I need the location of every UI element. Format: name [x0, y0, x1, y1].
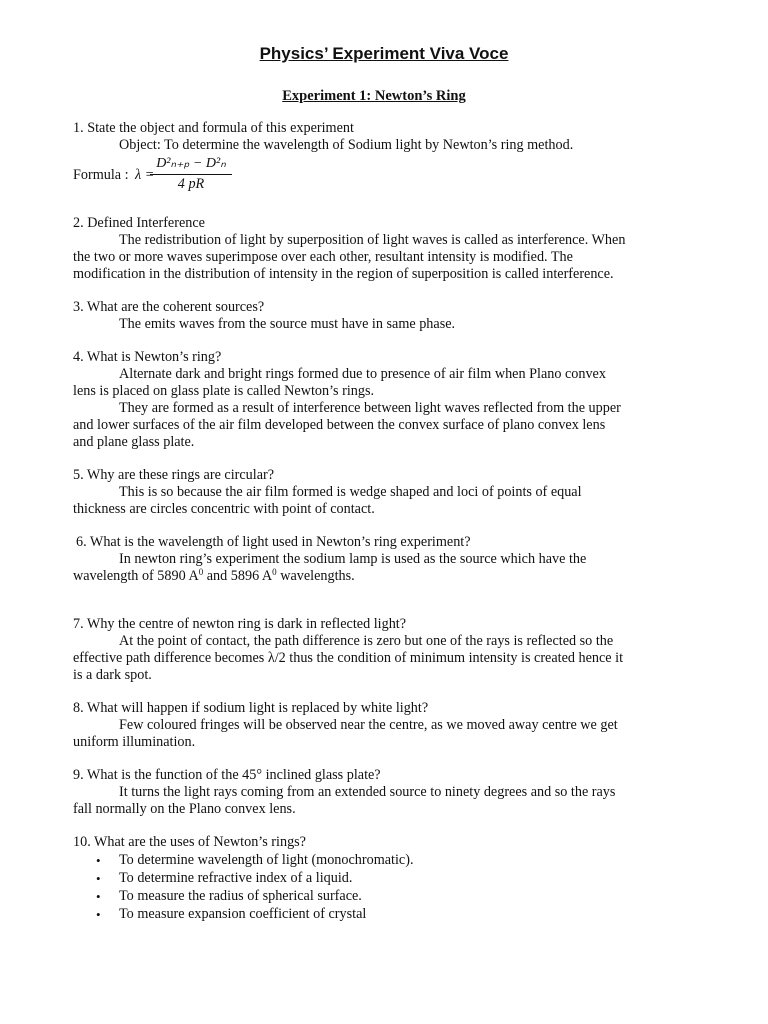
list-item: To determine wavelength of light (monochromatic).: [119, 852, 414, 868]
answer-7-line: is a dark spot.: [73, 667, 152, 683]
answer-4-line: Alternate dark and bright rings formed due to presence of air film when Plano convex: [119, 366, 606, 382]
answer-2-line: modification in the distribution of intensity in the region of superposition is called interference.: [73, 266, 614, 282]
question-1: 1. State the object and formula of this experiment: [73, 120, 354, 136]
bullet-icon: •: [96, 871, 101, 886]
question-7: 7. Why the centre of newton ring is dark in reflected light?: [73, 616, 407, 632]
answer-6-line: In newton ring’s experiment the sodium lamp is used as the source which have the: [119, 551, 587, 567]
answer-4-line: and plane glass plate.: [73, 434, 195, 450]
answer-2-line: The redistribution of light by superposition of light waves is called as interference. When: [119, 232, 626, 248]
question-10: 10. What are the uses of Newton’s rings?: [73, 834, 306, 850]
answer-4-line: lens is placed on glass plate is called Newton’s rings.: [73, 383, 375, 399]
answer-6-text: wavelengths.: [276, 568, 355, 584]
question-2: 2. Defined Interference: [73, 215, 205, 231]
experiment-heading: Experiment 1: Newton’s Ring: [282, 88, 466, 104]
answer-4-line: They are formed as a result of interference between light waves reflected from the upper: [119, 400, 621, 416]
answer-5-line: thickness are circles concentric with point of contact.: [73, 501, 375, 517]
superscript-zero: 0: [272, 567, 277, 577]
answer-8-line: Few coloured fringes will be observed near the centre, as we moved away centre we get: [119, 717, 618, 733]
answer-7-line: effective path difference becomes λ/2 thus the condition of minimum intensity is created hence it: [73, 650, 624, 666]
question-4: 4. What is Newton’s ring?: [73, 349, 222, 365]
answer-1-object: Object: To determine the wavelength of Sodium light by Newton’s ring method.: [119, 137, 574, 153]
formula-numerator: D²ₙ₊ₚ − D²ₙ: [150, 155, 232, 175]
formula-denominator: 4 pR: [177, 176, 205, 192]
answer-6-text: wavelength of 5890 A: [73, 568, 199, 584]
answer-6-line-wavelengths: [73, 568, 355, 585]
superscript-zero: 0: [198, 567, 204, 577]
answer-5-line: This is so because the air film formed is wedge shaped and loci of points of equal: [119, 484, 582, 500]
answer-3-line: The emits waves from the source must have in same phase.: [119, 316, 456, 332]
question-8: 8. What will happen if sodium light is replaced by white light?: [73, 700, 429, 716]
answer-7-line: At the point of contact, the path difference is zero but one of the rays is reflected so the: [119, 633, 614, 649]
list-item: To determine refractive index of a liquid.: [119, 870, 353, 886]
bullet-icon: •: [96, 907, 101, 922]
formula-lambda: λ =: [135, 167, 155, 183]
question-9: 9. What is the function of the 45° inclined glass plate?: [73, 767, 381, 783]
list-item: To measure the radius of spherical surface.: [119, 888, 362, 904]
list-item: To measure expansion coefficient of crystal: [119, 906, 367, 922]
question-3: 3. What are the coherent sources?: [73, 299, 265, 315]
answer-9-line: fall normally on the Plano convex lens.: [73, 801, 296, 817]
formula-fraction: [150, 155, 232, 193]
question-6: 6. What is the wavelength of light used in Newton’s ring experiment?: [76, 534, 471, 550]
formula-label: Formula :: [73, 167, 129, 183]
page-title: Physics’ Experiment Viva Voce: [259, 44, 509, 63]
bullet-icon: •: [96, 889, 101, 904]
answer-9-line: It turns the light rays coming from an extended source to ninety degrees and so the rays: [119, 784, 616, 800]
bullet-icon: •: [96, 853, 101, 868]
answer-4-line: and lower surfaces of the air film developed between the convex surface of plano convex lens: [73, 417, 606, 433]
answer-2-line: the two or more waves superimpose over each other, resultant intensity is modified. The: [73, 249, 573, 265]
answer-8-line: uniform illumination.: [73, 734, 196, 750]
question-5: 5. Why are these rings are circular?: [73, 467, 275, 483]
answer-6-text: and 5896 A: [203, 568, 273, 584]
